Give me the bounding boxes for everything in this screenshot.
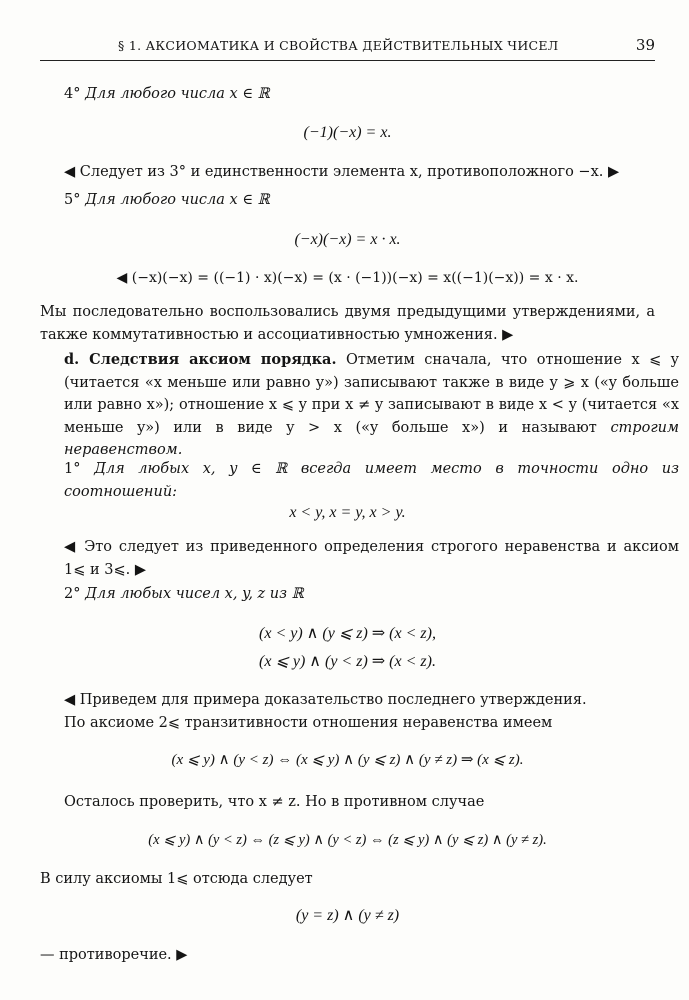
section-d-text: Отметим сначала, что отношение x ⩽ y (читается «x меньше или равно y») записывают также в виде y ⩾ x («y больше или равно x»); отношение x ⩽ y при x ≠ y записывают в виде x < y (читается «x меньше y») или в виде y > x («y больше x») и называют — [64, 352, 680, 436]
order-formula-2b: (x ⩽ y) ∧ (y < z) ⇒ (x < z). — [259, 653, 436, 670]
order-formula-2d: (x ⩽ y) ∧ (y < z) ⇔ (z ⩽ y) ∧ (y < z) ⇔ (z ⩽ y) ∧ (y ⩽ z) ∧ (y ≠ z). — [148, 832, 547, 848]
order-proof-2-line3: Осталось проверить, что x ≠ z. Но в противном случае — [64, 794, 485, 810]
order-formula-2c: (x ⩽ y) ∧ (y < z) ⇔ (x ⩽ y) ∧ (y ⩽ z) ∧ (y ≠ z) ⇒ (x ⩽ z). — [171, 752, 524, 768]
order-statement-2-text: Для любых чисел x, y, z из ℝ — [85, 586, 304, 602]
page-header — [40, 36, 655, 54]
order-statement-2 — [40, 583, 679, 606]
section-d-paragraph — [40, 349, 679, 462]
formula-4: (−1)(−x) = x. — [303, 124, 392, 141]
proof-5-note: Мы последовательно воспользовались двумя предыдущими утверждениями, а также коммутативностью и ассоциативностью умножения. ▶ — [40, 304, 655, 343]
order-proof-1: ◀ Это следует из приведенного определения строгого неравенства и аксиом 1⩽ и 3⩽. ▶ — [64, 539, 679, 578]
section-d-title: d. Следствия аксиом порядка. — [64, 351, 337, 368]
statement-4 — [40, 83, 679, 106]
order-formula-2a: (x < y) ∧ (y ⩽ z) ⇒ (x < z), — [259, 625, 436, 642]
header-rule — [40, 60, 655, 61]
order-statement-2-number: 2° — [64, 586, 81, 602]
statement-4-text: Для любого числа x ∈ ℝ — [85, 86, 270, 102]
order-statement-1-text: Для любых x, y ∈ ℝ всегда имеет место в точности одно из соотношений: — [64, 461, 680, 500]
order-formula-1: x < y, x = y, x > y. — [289, 504, 406, 521]
formula-5: (−x)(−x) = x · x. — [294, 231, 401, 248]
page-number: 39 — [635, 36, 655, 54]
order-proof-2-line2: По аксиоме 2⩽ транзитивности отношения неравенства имеем — [64, 715, 553, 731]
order-statement-1-number: 1° — [64, 461, 81, 477]
order-proof-2-line5: — противоречие. ▶ — [40, 947, 188, 963]
order-proof-2-line1: ◀ Приведем для примера доказательство последнего утверждения. — [64, 692, 587, 708]
statement-5-number: 5° — [64, 192, 81, 208]
proof-4: ◀ Следует из 3° и единственности элемента x, противоположного −x. ▶ — [64, 164, 620, 180]
order-formula-2e: (y = z) ∧ (y ≠ z) — [295, 907, 400, 924]
statement-5 — [40, 189, 679, 212]
proof-5-formula: ◀ (−x)(−x) = ((−1) · x)(−x) = (x · (−1))(−x) = x((−1)(−x)) = x · x. — [116, 270, 579, 286]
running-title: § 1. АКСИОМАТИКА И СВОЙСТВА ДЕЙСТВИТЕЛЬНЫХ ЧИСЕЛ — [118, 38, 559, 53]
order-statement-1 — [40, 458, 679, 503]
order-proof-2-line4: В силу аксиомы 1⩽ отсюда следует — [40, 871, 313, 887]
statement-5-text: Для любого числа x ∈ ℝ — [85, 192, 270, 208]
strict-inequality-term: строгим неравенством. — [64, 419, 680, 458]
statement-4-number: 4° — [64, 86, 81, 102]
